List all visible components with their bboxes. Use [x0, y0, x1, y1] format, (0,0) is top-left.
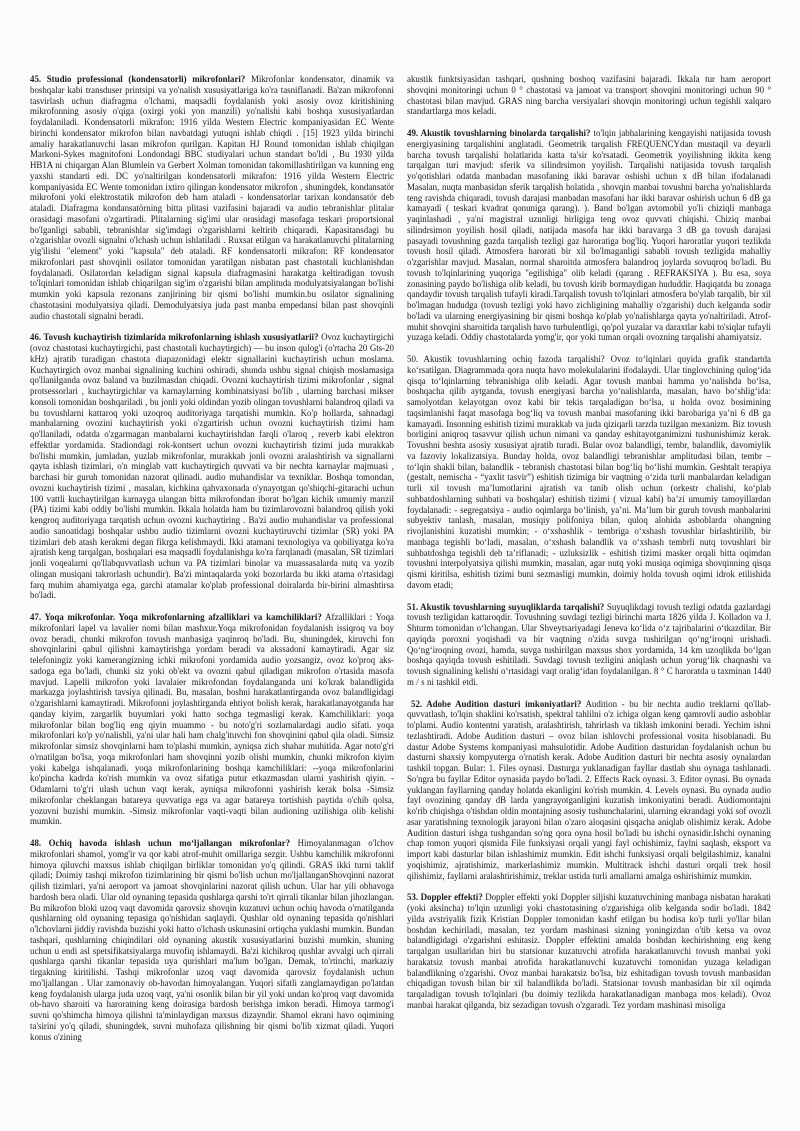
section-50-heading: 50. Akustik tovushlarning ochiq fazoda tarqalishi?: [407, 354, 605, 364]
section-53-heading: 53. Doppler effekti?: [407, 892, 483, 903]
paragraph-section-48-continuation: [407, 74, 771, 117]
section-47-heading: 47. Yoqa mikrofonlar. Yoqa mikrofonlarning afzalliklari va kamchiliklari?: [30, 612, 322, 622]
section-51-heading: 51. Akustik tovushlarning suyuqliklarda tarqalishi?: [407, 601, 605, 612]
section-52-body: Audition - bu bir nechta audio treklarni qo'llab-quvvatlash, to'lqin shaklini ko'rsatish, spektral tahlilni o'z ichiga olgan keng qamrovli audio asboblar to'plami. Audio kontentni yaratish, aralashtirish, tahrirlash va tiklash imkonini beradi. Yechim ishni tezlashtiradi. Adobe Audition dasturi – ovoz bilan ishlovchi professional vosita hisoblanadi. Bu dastur Adobe Systems kompaniyasi mahsulotidir. Adobe Audition dasturidan foydalanish uchun bu dasturni shaxsiy kompyuterga o'rnatish kerak. Adobe Audition dasturi bir nechta asosiy oynalardan tashkil topgan. Bular: 1. Files oynasi. Dasturga yuklanadigan fayllar dastlab shu oynaga tashlanadi. So'ngra bu fayllar Editor oynasida paydo bo'ladi. 2. Effects Rack oynasi. 3. Editor oynasi. Bu oynada yuklangan fayllarning qanday holatda ekanligini ko'rish mumkin. 4. Levels oynasi. Bu oynada audio fayl ovozining qanday dB larda yangrayotganligini kuzatish imkoniyatini beradi. Audiomontajni ko'rib chiqishga o'tishdan oldin montajning asosiy tushunchalarini, ularning ekrandagi yoki sof ovozli asar yaratishning texnologik jarayoni bilan o'zaro aloqasini qisqacha aniqlab olishimiz kerak. Adobe Audition dasturi ishga tushgandan so'ng qora oyna hosil bo'ladi bu ishchi oynasidir.Ishchi oynaning chap tomon yuqori qismida File funksiyasi orqali yangi fayl ochishimiz, faylni saqlash, eksport va import kabi dasturlar bilan ishlashimiz mumkin. Edit ishchi funksiyasi orqali belgilashimiz, kanalni yoqishimiz, ajratishimiz, markerlashimiz mumkin. Multitrack ishchi dasturi orqali trek hosil qilishimiz, fayllarni aralashtirishimiz, treklar ustida turli amallarni amalga oshirishimiz mumkin.: [407, 698, 772, 881]
paragraph-section-49: [407, 128, 771, 343]
section-48-continuation-body: akustik funktsiyasidan tashqari, qushning boshoq vazifasini bajaradi. Ikkala tur ham aeroport shovqini monitoringi uchun 0 ° chastotasi va jamoat va transport shovqini monitoringi uchun 90 ° chastotasi bilan mavjud. GRAS ning barcha versiyalari shovqin monitoringi uchun tegishli xalqaro standartlarga mos keladi.: [407, 74, 771, 117]
section-48-heading: 48. Ochiq havoda ishlash uchun mo‘ljallangan mikrofonlar?: [30, 838, 291, 848]
section-48-body: Himoyalanmagan o'lchov mikrofonlari shamol, yomg'ir va qor kabi atrof-muhit omillariga sezgir. Ushbu kamchilik mikrofonni himoya qiluvchi maxsus ishlab chiqilgan birliklar tomonidan yo'q qilindi. GRAS ikki turni taklif qiladi; Doimiy tashqi mikrofon tizimlarining bir qismi bo'lish uchun mo'ljallanganShovqinni nazorat qilish tizimlari, ya'ni aeroport va jamoat shovqinlarini nazorat qilish uchun. Ular har yili obhavoga bardosh bera oladi. Ular old oynaning tepasida qushlarga qarshi to'rt qirrali tikanlar bilan jihozlangan. Bu mikrofon bloki uzoq vaqt davomida qarovsiz shovqin kuzatuvi uchun ochiq havoda o'rnatilganda qushlarning old oynaning tepasiga qo'nishidan saqlaydi. Qushlar old oynaning tepasida qo'nishlari o'lchovlarni jiddiy ravishda buzishi yoki hatto o'lchash uskunasini ortiqcha yuklashi mumkin. Bundan tashqari, qushlarning chiqindilari old oynaning akustik xususiyatlarini buzishi mumkin, shuning uchun u endi asl spetsifikatsiyalarga muvofiq ishlamaydi. Ba'zi kichikroq qushlar avvalgi uch qirrali qushlarga qarshi tikanlar tepasida uya qurishlari ma'lum bo'lgan. Demak, to'rtinchi, markaziy tirgakning kiritilishi. Tashqi mikrofonlar uzoq vaqt davomida qarovsiz foydalanish uchun mo'ljallangan . Ular zamonaviy ob-havodan himoyalangan. Yuqori sifatli zanglamaydigan po'latdan keng foydalanish ularga juda uzoq vaqt, ya'ni osonlik bilan bir yil yoki undan ko'proq vaqt davomida ob-havo sharoiti va haroratning keng doirasiga bardosh berishga imkon beradi. Himoya tarmog'i suvni qo'shimcha himoya qilishni ta'minlaydigan maxsus dizayndir. Shamol ekrani havo oqimining ta'sirini yo'q qiladi, shuningdek, suvni muhofaza qilishning bir qismi bo'lib xizmat qiladi. Yuqori konus o'zining: [30, 838, 394, 1042]
section-50-body: Ovoz toʻlqinlari quyida grafik standartda koʻrsatilgan. Diagrammada qora nuqta havo molekulalarini ifodalaydi. Ular tinglovchining qulogʻida qisqa toʻlqinlarning tebranishiga olib keladi. Agar tovush manbai hamma yoʻnalishda boʻlsa, boshqacha qilib aytganda, tovush energiyasi barcha yoʻnalishlarda, masalan, havo boʻshligʻida: samolyotdan kelayotgan ovoz kabi bir tekis tarqaladigan boʻlsa, u holda ovoz bosimining taqsimlanishi faqat masofaga bogʻliq va tovush manbai masofaning ikki barobariga yaʼni 6 dB ga kamayadi. Insonning eshitish tizimi murakkab va juda qiziqarli tarzda tuzilgan mexanizm. Biz tovush borligini aniqroq tasavvur qilish uchun nimani va qanday eshitayotganimizni tushunishimiz kerak. Tovushni beshta asosiy xususiyat ajratib turadi. Bular ovoz balandligi, tembr, balandlik, davomiylik va fazoviy lokalizatsiya. Bunday holda, ovoz balandligi tebranishlar amplitudasi bilan, tembr – toʻlqin shakli bilan, balandlik - tebranish chastotasi bilan bogʻliq boʻlishi mumkin. Geshtalt terapiya (gestalt, nemischa - “yaxlit tasvir”) eshitish tizimiga bir vaqtning oʻzida turli manbalardan keladigan turli xil tovush maʼlumotlarini ajratish va tanib olish uchun (orkestr chalishi, koʻplab suhbatdoshlarning suhbati va boshqalar) eshitish tizimi ( vizual kabi) baʼzi umumiy tamoyillardan foydalanadi: - segregatsiya - audio oqimlarga boʻlinish, yaʼni. Maʼlum bir guruh tovush manbalarini subyektiv tanlash, masalan, musiqiy polifoniya bilan, quloq alohida asboblarda ohangning rivojlanishini kuzatishi mumkin; - oʻxshashlik - tembriga oʻxshash tovushlar birlashtirilib, bir manbaga tegishli boʻladi, masalan, oʻxshash balandlik va oʻxshash tembrli nutq tovushlari bir suhbatdoshga tegishli deb taʼriflanadi; - uzluksizlik - eshitish tizimi masker orqali bitta oqimdan tovushni interpolyatsiya qilishi mumkin, masalan, agar nutq yoki musiqa oqimiga shovqinning qisqa qismi kiritilsa, eshitish tizimi buni sezmasligi mumkin, doimiy holda tovush oqimi idrok etilishida davom etadi;: [407, 354, 771, 590]
section-45-heading: 45. Studio professional (kondensatorli) mikrofonlari?: [30, 74, 246, 84]
paragraph-section-50: [407, 354, 771, 591]
section-51-body: Suyuqlikdagi tovush tezligi odatda gazlardagi tovush tezligidan kattaroqdir. Tovushning suvdagi tezligi birinchi marta 1826 yilda J. Kolladon va J. Shturm tomonidan oʻlchangan. Ular Shveytsariyadagi Jeneva koʻlida oʻz tajribalarini oʻtkazdilar. Bir qayiqda poroxni yoqishadi va bir vaqtning o'zida suvga tushirilgan qoʻngʻiroqni urishadi. Qoʻngʻiroqning ovozi, hamda, suvga tushirilgan maxsus shox yordamida, 14 km uzoqlikda boʻlgan boshqa qayiqda tovush eshitiladi. Suvdagi tovush tezligini aniqlash uchun yorugʻlik chaqnashi va tovush signalining kelishi oʻrtasidagi vaqt oraligʻidan foydalanilgan. 8 ° C haroratda u taxminan 1440 m / s ni tashkil etdi.: [407, 601, 771, 687]
text-columns: [30, 74, 771, 1053]
paragraph-section-45: [30, 74, 394, 321]
section-45-body: Mikrofonlar kondensator, dinamik va boshqalar kabi transduser printsipi va yo'nalish xususiyatlariga ko'ra tasniflanadi. Ba'zan mikrofonni tasvirlash uchun diafragma o'lchami, maqsadli foydalanish yoki asosiy ovoz kiritishining mikrofonning asosiy o'qiga (oxirgi yoki yon manzili) yo'nalishi kabi boshqa xususiyatlardan foydalaniladi. Kondensatorli mikrafon: 1916 yilda Western Electric kompaniyasidan EC Wente birinchi kondensator mikrofon bilan navbatdagi yutuqni ishlab chiqdi . [15] 1923 yilda birinchi amaliy harakatlanuvchi lasan mikrofon qurilgan. Kapitan HJ Round tomonidan ishlab chiqilgan Markoni-Sykes magnitofoni Londondagi BBC studiyalari uchun standart bo'ldi , Bu 1930 yilda HB1A ni chiqargan Alan Blumlein va Gerbert Xolman tomonidan takomillashtirilgan va kunning eng yaxshi standarti edi. DC yo'naltirilgan kondensatorli mikrafon: 1916 yilda Western Electric kompaniyasida EC Wente tomonidan ixtiro qilingan kondensator mikrofon , shuningdek, kondansatör mikrofoni yoki elektrostatik mikrofon deb ham ataladi - kondensatorlar tarixan kondansatör deb ataladi. Diafragma kondansatörning bitta plitasi vazifasini bajaradi va audio tebranishlar plitalar orasidagi masofani o'zgartiradi. Plitalarning sig'imi ular orasidagi masofaga teskari proportsional bo'lganligi sababli, tebranishlar sig'imdagi o'zgarishlarni keltirib chiqaradi. Kapasitansdagi bu o'zgarishlar ovozli signalni o'lchash uchun ishlatiladi . Ruxsat etilgan va harakatlanuvchi plitalarning yig'ilishi "element" yoki "kapsula" deb ataladi. RF kondensatorli mikrafon: RF kondensator mikrofonlari past shovqinli osilator tomonidan yaratilgan nisbatan past chastotali kuchlanishdan foydalanadi. Osilatordan keladigan signal kapsula diafragmasini harakatga keltiradigan tovush to'lqinlari tomonidan ishlab chiqarilgan sig'im o'zgarishi bilan amplituda modulyatsiyalangan bo'lishi mumkin yoki kapsula rezonans zanjirining bir qismi bo'lishi mumkin.bu osilator signalining chastotasini modulyatsiya qiladi. Demodulyatsiya juda past manba empedansi bilan past shovqinli audio chastotali signalni beradi.: [30, 74, 394, 321]
section-53-body: Doppler effekti yoki Doppler siljishi kuzatuvchining manbaga nisbatan harakati (yoki aksincha) to'lqin uzunligi yoki chastotasining o'zgarishiga olib kelganda sodir bo'ladi. 1842 yilda avstriyalik fizik Kristian Doppler tomonidan kashf etilgan bu hodisa ko'p turli yo'llar bilan boshdan kechiriladi, masalan, tez yordam mashinasi sizning yoningizdan o'tib ketsa va ovoz balandligidagi o'zgarishni eshitasiz. Doppler effektini amalda boshdan kechirishning eng keng tarqalgan usullaridan biri bu statsionar kuzatuvchi atrofida harakatlanuvchi tovush manbai yoki harakatsiz tovush manbai atrofida harakatlanuvchi kuzatuvchi tomonidan yuzaga keladigan balandlikning o'zgarishi. Ovoz manbai harakatsiz bo'lsa, biz eshitadigan tovush tovush manbasidan chiqadigan tovush bilan bir xil balandlikda bo'ladi. Statsionar tovush manbasidan bir xil oqimda tarqaladigan tovush to'lqinlari (bu doimiy tezlikda harakatlanadigan manbaga mos keladi). Ovoz manbai harakat qilganda, biz sezadigan tovush o'zgaradi. Tez yordam mashinasi misoliga: [407, 892, 771, 1010]
section-46-heading: 46. Tovush kuchaytirish tizimlarida mikrofonlarning ishlash xususiyatlarii?: [30, 332, 319, 343]
paragraph-section-52: [407, 699, 771, 882]
paragraph-section-47: [30, 612, 394, 827]
paragraph-section-51: [407, 602, 771, 688]
right-column: [407, 74, 771, 1022]
section-47-body: Afzalliklari : Yoqa mikrofonlari lapel va lavalier nomi bilan mashxur.Yoqa mikrofonidan foydalanish issiqroq va boy ovoz beradi, chunki mikrofon tovush manbasiga yaqinroq bo'ladi. Bu, shuningdek, kiruvchi fon shovqinlarini qabul qilishni kamaytirishga yordam beradi va akssadoni kamaytiradi. Agar siz telefoningiz yoki kamerangizning ichki mikrofoni yordamida audio yozsangiz, ovoz ko'proq aks-sadoga ega bo'ladi, chunki siz yoki ob'ekt va ovozni qabul qiladigan mikrofon o'rtasida masofa mavjud. Lapelli mikrofon yoki lavalaier mikrofondan foydalanganda uni ko'krak balandligida markazga joylashtirish tavsiya qilinadi. Bu, masalan, boshni harakatlantirganda ovoz balandligidagi o'zgarishlarni kamaytiradi. Mikrofonni joylashtirganda ehtiyot bolish kerak, harakatlanayotganda har qanday kiyim, zargarlik buyumlari yoki hatto sochga tegmasligi kerak. Kamchiliklari: yoqa mikrofonlar bilan bog'liq eng qiyin muammo - bu noto'g'ri sozlamalardagi audio sifati. yoqa mikrofonlari ko'p yo'nalishli, ya'ni ular hali ham chalg'ituvchi fon shovqinini qabul qila oladi. Simsiz mikrofonlar simsiz shovqinlarni ham to'plashi mumkin, ayniqsa zich shahar muhitida. Agar noto'g'ri o'rnatilgan bo'lsa, yoqa mikrofonlari ham shovqinni yozib olishi mumkin, chunki mikrofon kiyim yoki kabelga ishqalanadi. yoqa mikrofonlarining boshqa kamchiliklari: --yoqa mikrofonlarini ko'pincha kadrda ko'rish mumkin va ovoz sifatiga putur etkazmasdan ularni yashirish qiyin. -Odamlarni to'g'ri ulash uchun vaqt kerak, ayniqsa mikrofonni yashirish kerak bolsa -Simsiz mikrofonlar cheklangan batareya quvvatiga ega va agar batareya tortishish paytida o'chib qolsa, yozuvni buzishi mumkin. -Simsiz mikrofonlar vaqti-vaqti bilan audioning uzilishiga olib kelishi mumkin.: [30, 612, 394, 827]
section-49-body: to'lqin jabhalarining kengayishi natijasida tovush energiyasining tarqalishini anglatadi. Geometrik tarqalish FREQUENCYdan mustaqil va deyarli barcha tovush tarqalishi holatlarida katta ta'sir ko'rsatadi. Geometrik yoyilishning ikkita keng tarqalgan turi mavjud: sferik va silindrsimon yoyilish. Tarqalishi natijasida tovush tarqalish yo'qotishlari odatda manbadan masofaning ikki baravar oshishi uchun x dB bilan ifodalanadi Masalan, nuqta manbasidan sferik tarqalish holatida , shovqin manbai tovushni barcha yo'nalishlarda teng ravishda chiqaradi, tovush darajasi manbadan masofani har ikki baravar oshirish uchun 6 dB ga kamayadi ( teskari kvadrat qonuniga qarang). ). Band bo'lgan avtomobil yo'li chiziqli manbaga yaqinlashadi , ya'ni magistral uzunligi birligiga teng ovoz quvvati chiqishi. Chiziq manbai silindrsimon yoyilish hosil qiladi, natijada masofa har ikki baravarga 3 dB ga tovush darajasi pasayadi tovushning gazda tarqalish tezligi gaz haroratiga bog'liq. Yuqori haroratlar yuqori tezlikda tovush hosil qiladi. Atmosfera harorati bir xil bo'lmaganligi sababli tovush tezligida mahalliy o'zgarishlar mavjud. Masalan, normal sharoitda atmosfera balandroq joylarda sovuqroq bo'ladi. Bu tovush to'lqinlarining yuqoriga "egilishiga" olib keladi (qarang . REFRAKSIYA ). Bu esa, soya zonasining paydo bo'lishiga olib keladi, bu tovush kirib bormaydigan hududdir. Haqiqatda bu zonaga qandaydir tovush tarqalish tufayli kiradi.Tarqalish tovush to'lqinlari atmosfera bo'ylab tarqalib, bir xil bo'lmagan hududga (tovush tezligi yoki havo zichligining mahalliy o'zgarishi) duch kelganda sodir bo'ladi va ularning energiyasining bir qismi boshqa ko'plab yo'nalishlarga qayta yo'naltiriladi. Atrof-muhit shovqini sharoitida tarqalish havo turbulentligi, qo'pol yuzalar va daraxtlar kabi to'siqlar tufayli yuzaga keladi. Oddiy chastotalarda yomg'ir, qor yoki tuman orqali ovozning tarqalishi ahamiyatsiz.: [407, 128, 771, 343]
paragraph-section-53: [407, 892, 771, 1010]
left-column: [30, 74, 394, 1053]
paragraph-section-48: [30, 838, 394, 1042]
section-52-heading: 52. Adobe Audition dasturi imkoniyatlari?: [411, 698, 582, 709]
section-49-heading: 49. Akustik tovushlarning binolarda tarqalishi?: [407, 128, 591, 138]
paragraph-section-46: [30, 332, 394, 601]
section-46-body: Ovoz kuchaytirgichi (ovoz chastotasi kuchaytirgichi, past chastotali kuchaytirgich) — bu inson qulog'i (o'rtacha 20 Gts-20 kHz) ajratib turadigan chastota diapazonidagi elektr signallarini kuchaytirish uchun moslama. Kuchaytirgich ovoz manbai signalining kuchini oshiradi, shunda ushbu signal chiqish moslamasiga qo'llanilganda ovoz baland va buzilmasdan chiqadi. Ovozni kuchaytirish tizimi mikrofonlar , signal protsessorlari , kuchaytirgichlar va karnaylarning kombinatsiyasi bo'lib , ularning barchasi mikser konsoli tomonidan boshqariladi , bu jonli yoki oldindan yozib olingan tovushlarni balandroq qiladi va bu tovushlarni kattaroq yoki uzoqroq auditoriyaga tarqatishi mumkin. Ko'p hollarda, sahnadagi manbalarning ovozini kuchaytirish yoki o'zgartirish uchun ovozni kuchaytirish tizimi ham qo'llaniladi, odatda o'zgarmagan manbalarni kuchaytirishdan farqli o'laroq , reverb kabi elektron effektlar yordamida. Stadiondagi rok-kontsert uchun ovozni kuchaytirish tizimi juda murakkab bo'lishi mumkin, jumladan, yuzlab mikrofonlar, murakkab jonli ovozni aralashtirish va signallarni qayta ishlash tizimlari, o'n minglab vatt kuchaytirgich quvvati va bir nechta karnaylar majmuasi , barchasi bir guruh tomonidan nazorat qilinadi. audio muhandislar va texniklar. Boshqa tomondan, ovozni kuchaytirish tizimi , masalan, kichkina qahvaxonada o'ynayotgan qo'shiqchi-gitarachi uchun 100 vattli kuchaytirilgan karnayga ulangan bitta mikrofondan iborat bo'lgan kichik umumiy manzil (PA) tizimi kabi oddiy bo'lishi mumkin. Ikkala holatda ham bu tizimlarovozni balandroq qilish yoki kengroq auditoriyaga tarqatish uchun ovozni kuchaytiring . Ba'zi audio muhandislar va professional audio sanoatidagi boshqalar ushbu audio tizimlarni ovozni kuchaytiruvchi tizimlar (SR) yoki PA tizimlari deb atash kerakmi degan fikrga kelishmaydi. Ikki atamani texnologiya va qobiliyatga ko'ra ajratish keng tarqalgan, boshqalari esa maqsadli foydalanishga ko'ra farqlanadi (masalan, SR tizimlari jonli voqealarni qo'llabquvvatlash uchun va PA tizimlari binolar va muassasalarda nutq va yozib olingan musiqani takrorlash uchundir). Ba'zi mintaqalarda yoki bozorlarda bu ikki atama o'rtasidagi farq muhim ahamiyatga ega, garchi atamalar ko'plab professional doiralarda bir-birini almashtirsa bo'ladi.: [30, 332, 394, 601]
